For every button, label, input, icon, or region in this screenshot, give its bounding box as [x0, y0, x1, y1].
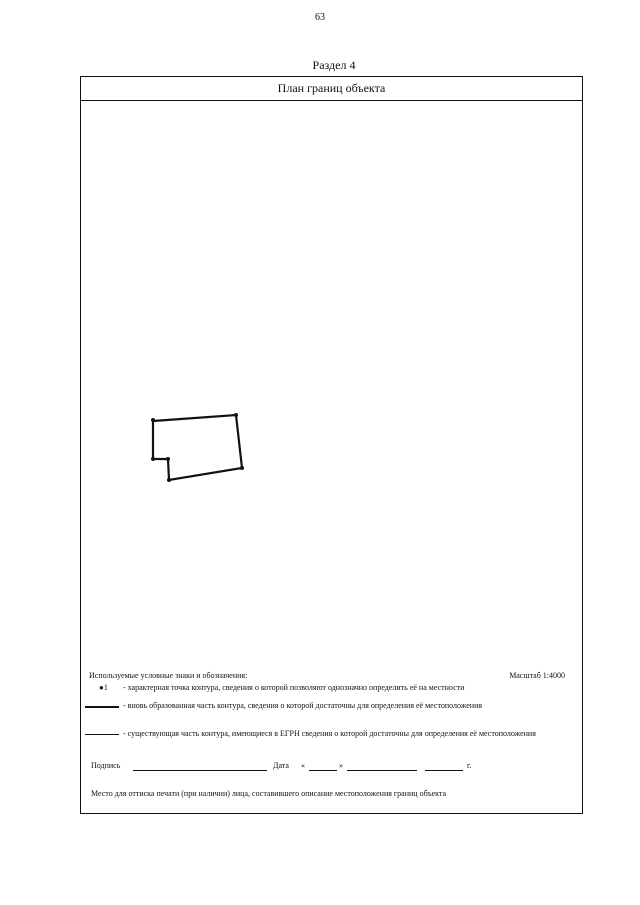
- quote-open: «: [301, 761, 305, 770]
- legend-text: - существующая часть контура, имеющиеся в ЕГРН сведения о которой достаточны для определения её местоположения: [123, 729, 536, 738]
- legend-text: - вновь образованная часть контура, сведения о которой достаточны для определения её местоположения: [123, 701, 483, 710]
- legend-symbol-bold-line: [85, 701, 121, 711]
- plan-frame: [80, 76, 583, 814]
- contour-point: [151, 418, 155, 422]
- boundary-contour: [153, 415, 242, 480]
- legend-title: Используемые условные знаки и обозначения:: [89, 671, 248, 680]
- year-suffix: г.: [467, 761, 472, 770]
- point-marker-icon: ●1: [99, 683, 108, 692]
- frame-title: План границ объекта: [81, 77, 582, 101]
- signature-label: Подпись: [91, 761, 121, 770]
- legend-header: [89, 671, 575, 680]
- stamp-note: Место для оттиска печати (при наличии) лица, составившего описание местоположения границ объекта: [91, 789, 447, 798]
- thin-line-icon: [85, 734, 119, 735]
- signature-line[interactable]: [133, 761, 267, 771]
- contour-point: [234, 413, 238, 417]
- page-number: 63: [315, 12, 325, 23]
- plan-area: [81, 101, 582, 671]
- quote-close: »: [339, 761, 343, 770]
- contour-point: [240, 466, 244, 470]
- date-label: Дата: [273, 761, 289, 770]
- date-year-line[interactable]: [425, 761, 463, 771]
- scale-label: Масштаб 1:4000: [509, 671, 565, 680]
- date-day-line[interactable]: [309, 761, 337, 771]
- boundary-plan-drawing: [81, 101, 582, 671]
- bold-line-icon: [85, 706, 119, 708]
- legend-symbol-point: [85, 683, 121, 693]
- contour-point: [151, 457, 155, 461]
- section-title: Раздел 4: [312, 58, 356, 72]
- date-month-line[interactable]: [347, 761, 417, 771]
- contour-point: [167, 478, 171, 482]
- legend-symbol-thin-line: [85, 729, 121, 739]
- contour-point: [166, 457, 170, 461]
- legend-text: - характерная точка контура, сведения о которой позволяют однозначно определить её на местности: [123, 683, 465, 692]
